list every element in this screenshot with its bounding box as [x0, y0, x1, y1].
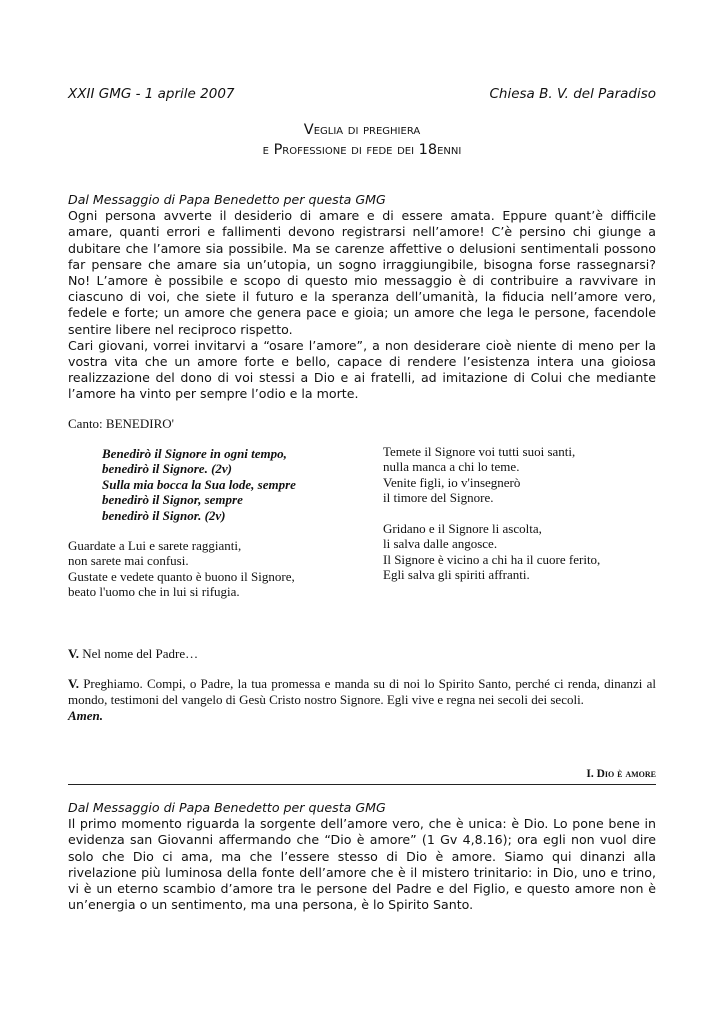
intro-section: [68, 192, 656, 403]
verse-line: Venite figli, io v'insegnerò: [383, 474, 521, 490]
section-heading: I. Dio è amore: [586, 768, 656, 780]
verse-line: Guardate a Lui e sarete raggianti,: [68, 538, 242, 553]
refrain-line: benedirò il Signor, sempre: [102, 492, 243, 508]
canto-verse-1: [68, 538, 295, 600]
intro-paragraph-1: Ogni persona avverte il desiderio di amare e di essere amata. Eppure quant’è difficile amare, quanti errori e fallimenti devono registrarsi nell’amore! C’è persino chi giunge a dubitare che l’amore sia possibile. Ma se carenze affettive o delusioni sentimentali possono far pensare che amare sia un’utopia, un sogno irraggiungibile, bisogna forse rassegnarsi? No! L’amore è possibile e scopo di questo mio messaggio è di contribuire a ravvivare in ciascuno di voi, che siete il futuro e la speranza dell’umanità, la fiducia nell’amore vero, fedele e forte; un amore che genera pace e gioia; un amore che lega le persone, facendole sentire libere nel reciproco rispetto.: [68, 208, 656, 337]
section-1-paragraph: Il primo momento riguarda la sorgente dell’amore vero, che è unica: è Dio. Lo pone bene in evidenza san Giovanni affermando che “Dio è amore” (1 Gv 4,8.16); ora egli non vuol dire solo che Dio ci ama, ma che l’essere stesso di Dio è amore. Siamo qui dinanzi alla rivelazione più luminosa della fonte dell’amore che è il mistero trinitario: in Dio, uno e trino, vi è un eterno scambio d’amore tra le persone del Padre e del Figlio, e questo amore non è un’energia o un sentimento, ma una persona, è lo Spirito Santo.: [68, 816, 656, 913]
versicle-text: Nel nome del Padre…: [82, 646, 199, 661]
section-1-source: Dal Messaggio di Papa Benedetto per questa GMG: [68, 800, 386, 815]
header-location: Chiesa B. V. del Paradiso: [489, 86, 656, 102]
versicle-mark: V.: [68, 646, 79, 661]
verse-line: nulla manca a chi lo teme.: [383, 459, 520, 475]
document-title: [68, 120, 656, 160]
section-divider: [68, 784, 656, 785]
verse-line: Il Signore è vicino a chi ha il cuore ferito,: [383, 551, 601, 567]
versicle-mark: V.: [68, 676, 79, 691]
verse-line: il timore del Signore.: [383, 490, 494, 506]
verse-line: Gustate e vedete quanto è buono il Signore,: [68, 568, 295, 584]
canto-verse-2: [383, 444, 575, 506]
verse-line: non sarete mai confusi.: [68, 553, 189, 569]
versicle-1: [68, 646, 656, 662]
refrain-line: benedirò il Signor. (2v): [102, 507, 226, 523]
canto-label: Canto: BENEDIRO': [68, 416, 174, 431]
verse-line: Temete il Signore voi tutti suoi santi,: [383, 444, 576, 459]
intro-source: Dal Messaggio di Papa Benedetto per questa GMG: [68, 192, 386, 207]
page-header: [68, 86, 656, 102]
versicle-2: [68, 676, 656, 724]
header-event-date: XXII GMG - 1 aprile 2007: [68, 86, 235, 102]
canto-verse-3: [383, 521, 600, 583]
verse-line: Egli salva gli spiriti affranti.: [383, 567, 530, 583]
verse-line: Gridano e il Signore li ascolta,: [383, 521, 542, 536]
verse-line: beato l'uomo che in lui si rifugia.: [68, 584, 240, 600]
title-line-1: Veglia di preghiera: [303, 122, 421, 138]
amen: Amen.: [68, 708, 104, 723]
title-line-2: e Professione di fede dei 18enni: [262, 142, 462, 158]
refrain-line: Sulla mia bocca la Sua lode, sempre: [102, 476, 296, 492]
canto-refrain: [102, 446, 296, 523]
intro-paragraph-2: Cari giovani, vorrei invitarvi a “osare l’amore”, a non desiderare cioè niente di meno per la vostra vita che un amore forte e bello, capace di rendere l’esistenza intera una gioiosa realizzazione del dono di voi stessi a Dio e ai fratelli, ad imitazione di Colui che mediante l’amore ha vinto per sempre l’odio e la morte.: [68, 337, 656, 402]
verse-line: li salva dalle angosce.: [383, 536, 498, 552]
prayer-text: Preghiamo. Compi, o Padre, la tua promessa e manda su di noi lo Spirito Santo, perché ci renda, dinanzi al mondo, testimoni del vangelo di Gesù Cristo nostro Signore. Egli vive e regna nei secoli dei secoli.: [68, 676, 656, 707]
section-1-body: [68, 800, 656, 913]
refrain-line: benedirò il Signore. (2v): [102, 461, 232, 477]
refrain-line: Benedirò il Signore in ogni tempo,: [102, 446, 287, 461]
